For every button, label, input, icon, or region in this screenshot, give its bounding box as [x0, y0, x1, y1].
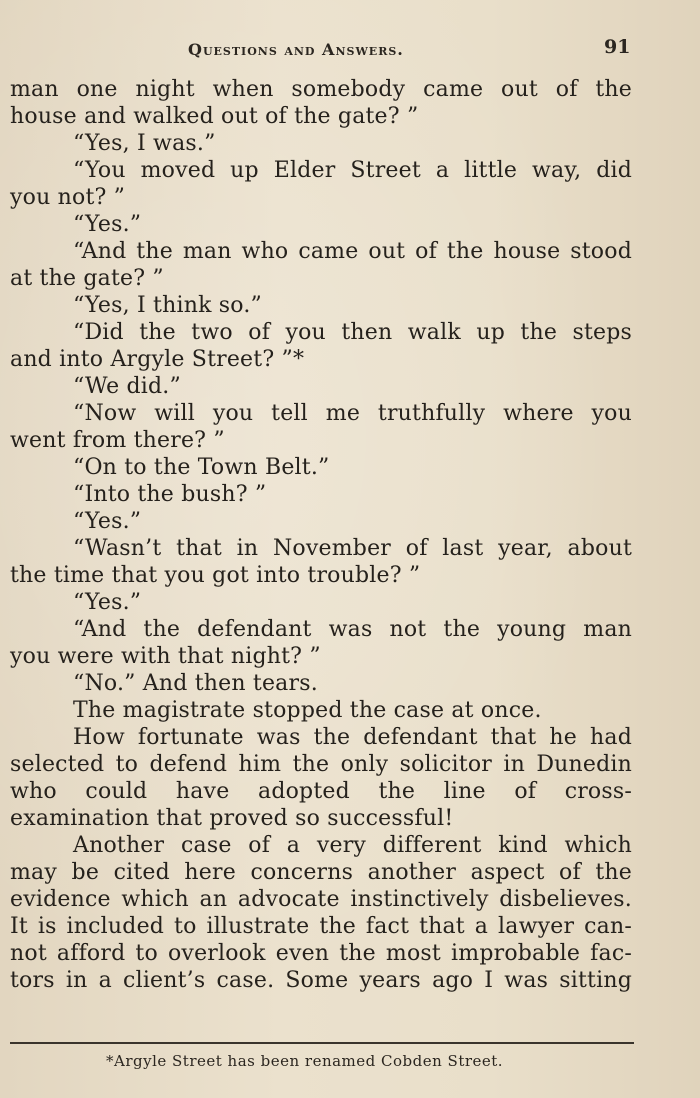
text-line: you not? ”	[10, 185, 126, 210]
text-line: “Yes, I think so.”	[73, 293, 262, 318]
running-head: Questions and Answers.	[188, 40, 404, 59]
text-line: the time that you got into trouble? ”	[10, 563, 421, 588]
text-line: “Yes.”	[73, 212, 142, 237]
text-line: “Yes, I was.”	[73, 131, 216, 156]
text-line: who could have adopted the line of cross-	[10, 779, 632, 804]
page-header	[0, 36, 700, 64]
text-line: man one night when somebody came out of the	[10, 77, 632, 102]
footnote: *Argyle Street has been renamed Cobden Street.	[106, 1052, 504, 1070]
text-line: evidence which an advocate instinctively disbelieves.	[10, 887, 632, 912]
text-line: It is included to illustrate the fact that a lawyer can-	[10, 914, 632, 939]
text-line: Another case of a very different kind which	[73, 833, 632, 858]
text-line: “Did the two of you then walk up the steps	[73, 320, 632, 345]
text-line: “We did.”	[73, 374, 181, 399]
text-line: “On to the Town Belt.”	[73, 455, 330, 480]
text-line: “And the defendant was not the young man	[73, 617, 632, 642]
text-line: “And the man who came out of the house stood	[73, 239, 632, 264]
text-line: examination that proved so successful!	[10, 806, 454, 831]
text-line: “Into the bush? ”	[73, 482, 267, 507]
page-number: 91	[604, 36, 631, 58]
text-line: you were with that night? ”	[10, 644, 321, 669]
text-line: “Yes.”	[73, 590, 142, 615]
text-line: selected to defend him the only solicitor in Dunedin	[10, 752, 632, 777]
footnote-rule	[10, 1042, 634, 1044]
text-line: How fortunate was the defendant that he had	[73, 725, 632, 750]
text-line: “You moved up Elder Street a little way, did	[73, 158, 632, 183]
text-line: “Wasn’t that in November of last year, about	[73, 536, 632, 561]
text-line: at the gate? ”	[10, 266, 164, 291]
text-line: not afford to overlook even the most improbable fac-	[10, 941, 632, 966]
text-line: went from there? ”	[10, 428, 225, 453]
text-line: tors in a client’s case. Some years ago I was sitting	[10, 968, 632, 993]
text-line: “Now will you tell me truthfully where you	[73, 401, 632, 426]
text-line: The magistrate stopped the case at once.	[73, 698, 542, 723]
text-line: and into Argyle Street? ”*	[10, 347, 305, 372]
text-line: house and walked out of the gate? ”	[10, 104, 419, 129]
text-line: “No.” And then tears.	[73, 671, 318, 696]
text-line: may be cited here concerns another aspect of the	[10, 860, 632, 885]
body-text	[10, 76, 632, 994]
text-line: “Yes.”	[73, 509, 142, 534]
